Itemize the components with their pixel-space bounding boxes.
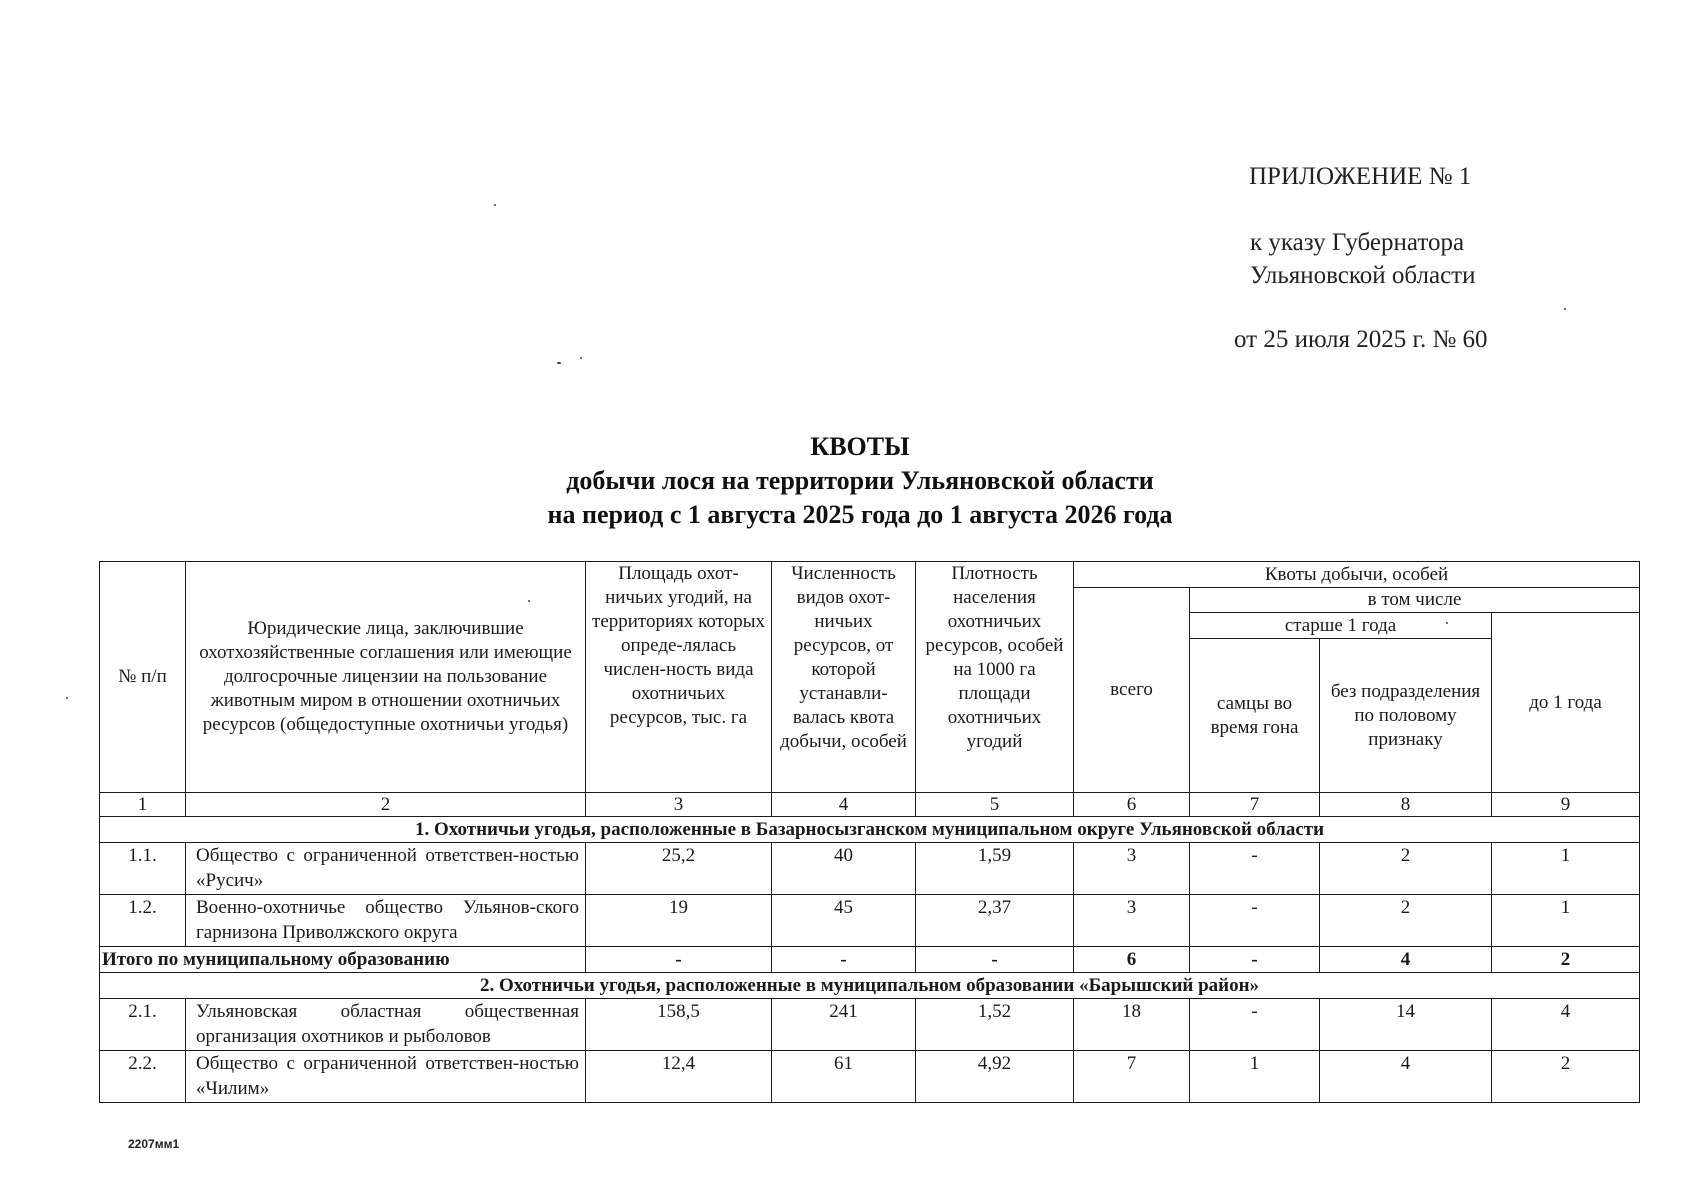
row-total: 3 xyxy=(1074,843,1190,895)
column-number: 9 xyxy=(1492,793,1640,817)
subtotal-young: 2 xyxy=(1492,947,1640,973)
row-nosex: 2 xyxy=(1320,895,1492,947)
title-line-2: добычи лося на территории Ульяновской области xyxy=(566,466,1154,495)
header-including: в том числе xyxy=(1190,588,1640,613)
column-number: 8 xyxy=(1320,793,1492,817)
header-num: № п/п xyxy=(100,562,186,793)
subtotal-nosex: 4 xyxy=(1320,947,1492,973)
footer-code: 2207мм1 xyxy=(128,1137,180,1151)
subtotal-total: 6 xyxy=(1074,947,1190,973)
subtotal-area: - xyxy=(586,947,772,973)
row-name: Общество с ограниченной ответствен-ностью «Чилим» xyxy=(186,1051,586,1103)
document-title xyxy=(450,430,1270,532)
row-males: - xyxy=(1190,999,1320,1051)
row-area: 12,4 xyxy=(586,1051,772,1103)
row-area: 158,5 xyxy=(586,999,772,1051)
row-num: 1.2. xyxy=(100,895,186,947)
row-males: - xyxy=(1190,895,1320,947)
row-nosex: 4 xyxy=(1320,1051,1492,1103)
row-density: 4,92 xyxy=(916,1051,1074,1103)
row-males: 1 xyxy=(1190,1051,1320,1103)
header-nosex: без подразделения по половому признаку xyxy=(1320,639,1492,793)
row-total: 18 xyxy=(1074,999,1190,1051)
section-1-header xyxy=(100,817,1640,843)
row-total: 7 xyxy=(1074,1051,1190,1103)
header-older: старше 1 года xyxy=(1190,613,1492,639)
row-population: 45 xyxy=(772,895,916,947)
subtotal-population: - xyxy=(772,947,916,973)
appendix-line1: к указу Губернатора xyxy=(1250,229,1465,256)
subtotal-males: - xyxy=(1190,947,1320,973)
row-nosex: 2 xyxy=(1320,843,1492,895)
header-area: Площадь охот-ничьих угодий, на территориях которых опреде-лялась числен-ность вида охотничьих ресурсов, тыс. га xyxy=(586,562,772,793)
column-number: 3 xyxy=(586,793,772,817)
row-num: 1.1. xyxy=(100,843,186,895)
section-title: 2. Охотничьи угодья, расположенные в муниципальном образовании «Барышский район» xyxy=(100,973,1640,999)
column-numbers-row xyxy=(100,793,1640,817)
row-total: 3 xyxy=(1074,895,1190,947)
column-number: 2 xyxy=(186,793,586,817)
appendix-line2: Ульяновской области xyxy=(1250,262,1476,289)
appendix-title: ПРИЛОЖЕНИЕ № 1 xyxy=(1249,163,1472,190)
row-name: Общество с ограниченной ответствен-ностью «Русич» xyxy=(186,843,586,895)
table-row xyxy=(100,1051,1640,1103)
column-number: 7 xyxy=(1190,793,1320,817)
row-name: Военно-охотничье общество Ульянов-ского гарнизона Приволжского округа xyxy=(186,895,586,947)
header-density: Плотность населения охотничьих ресурсов, особей на 1000 га площади охотничьих угодий xyxy=(916,562,1074,793)
row-young: 1 xyxy=(1492,843,1640,895)
row-nosex: 14 xyxy=(1320,999,1492,1051)
table-row xyxy=(100,999,1640,1051)
header-total: всего xyxy=(1074,588,1190,793)
appendix-date: от 25 июля 2025 г. № 60 xyxy=(1234,326,1488,353)
section-title: 1. Охотничьи угодья, расположенные в Базарносызганском муниципальном округе Ульяновской области xyxy=(100,817,1640,843)
row-density: 1,59 xyxy=(916,843,1074,895)
row-density: 2,37 xyxy=(916,895,1074,947)
title-line-3: на период с 1 августа 2025 года до 1 августа 2026 года xyxy=(547,500,1173,529)
row-area: 19 xyxy=(586,895,772,947)
header-population: Численность видов охот-ничьих ресурсов, от которой устанавли-валась квота добычи, особей xyxy=(772,562,916,793)
row-density: 1,52 xyxy=(916,999,1074,1051)
row-num: 2.1. xyxy=(100,999,186,1051)
row-population: 241 xyxy=(772,999,916,1051)
column-number: 5 xyxy=(916,793,1074,817)
column-number: 4 xyxy=(772,793,916,817)
row-young: 1 xyxy=(1492,895,1640,947)
row-young: 4 xyxy=(1492,999,1640,1051)
subtotal-label: Итого по муниципальному образованию xyxy=(100,947,586,973)
row-young: 2 xyxy=(1492,1051,1640,1103)
header-males: самцы во время гона xyxy=(1190,639,1320,793)
quota-table xyxy=(99,561,1640,1103)
header-entities: Юридические лица, заключившие охотхозяйственные соглашения или имеющие долгосрочные лицензии на пользование животным миром в отношении охотничьих ресурсов (общедоступные охотничьи угодья) xyxy=(186,562,586,793)
column-number: 6 xyxy=(1074,793,1190,817)
title-line-1: КВОТЫ xyxy=(810,432,910,461)
row-area: 25,2 xyxy=(586,843,772,895)
table-row xyxy=(100,895,1640,947)
column-number: 1 xyxy=(100,793,186,817)
row-name: Ульяновская областная общественная организация охотников и рыболовов xyxy=(186,999,586,1051)
subtotal-density: - xyxy=(916,947,1074,973)
table-row xyxy=(100,843,1640,895)
subtotal-row xyxy=(100,947,1640,973)
row-num: 2.2. xyxy=(100,1051,186,1103)
header-young: до 1 года xyxy=(1492,613,1640,793)
row-males: - xyxy=(1190,843,1320,895)
row-population: 61 xyxy=(772,1051,916,1103)
section-2-header xyxy=(100,973,1640,999)
row-population: 40 xyxy=(772,843,916,895)
header-quotas: Квоты добычи, особей xyxy=(1074,562,1640,588)
